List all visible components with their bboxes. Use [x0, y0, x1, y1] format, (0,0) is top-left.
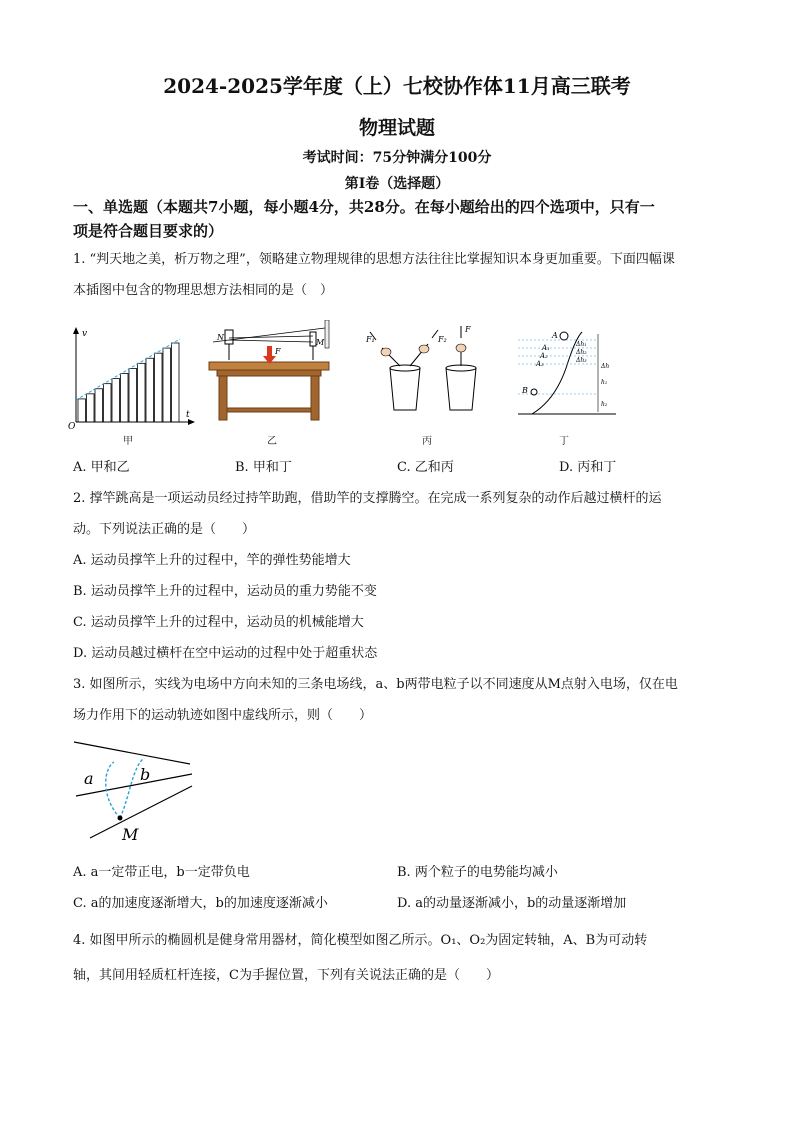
step-bar	[87, 394, 95, 422]
figure-jia-vt-graph	[68, 325, 198, 430]
table-leg-left	[219, 376, 227, 420]
point-m	[118, 816, 123, 821]
label-h1: h₁	[601, 379, 608, 386]
q3-stem-line2: 场力作用下的运动轨迹如图中虚线所示，则（ ）	[73, 708, 373, 723]
label-m: M	[122, 825, 139, 844]
q2-option-a[interactable]: A. 运动员撑竿上升的过程中，竿的弹性势能增大	[73, 553, 351, 568]
caption-yi: 乙	[267, 436, 277, 447]
bucket-left-rim	[390, 365, 420, 371]
q2-option-b[interactable]: B. 运动员撑竿上升的过程中，运动员的重力势能不变	[73, 584, 377, 599]
v-axis-arrow	[73, 327, 79, 334]
hand-single	[456, 344, 466, 352]
q3-stem-line1: 3. 如图所示，实线为电场中方向未知的三条电场线，a、b两带电粒子以不同速度从M点射入电场，仅在电	[73, 677, 678, 692]
hand-right	[419, 345, 429, 353]
caption-ding: 丁	[559, 436, 569, 447]
mirror-n	[225, 330, 233, 344]
label-a: A	[552, 331, 558, 340]
section-heading-line1: 一、单选题（本题共7小题，每小题4分，共28分。在每小题给出的四个选项中，只有一	[73, 198, 655, 216]
bucket-right	[446, 368, 476, 410]
label-f: F	[275, 347, 281, 356]
light-ray-2	[229, 336, 313, 338]
light-ray-3	[229, 340, 313, 342]
q2-stem-line2: 动。下列说法正确的是（ ）	[73, 522, 256, 537]
track-curve	[532, 332, 582, 414]
q2-option-d[interactable]: D. 运动员越过横杆在空中运动的过程中处于超重状态	[73, 646, 378, 661]
field-line-bottom	[90, 786, 192, 838]
ball-a	[560, 332, 568, 340]
table-leg-right	[311, 376, 319, 420]
label-dh1: Δh₁	[576, 341, 587, 348]
label-m: M	[316, 338, 325, 347]
label-origin: O	[68, 422, 76, 430]
step-bar	[172, 343, 180, 422]
q2-stem-line1: 2. 撑竿跳高是一项运动员经过持竿助跑，借助竿的支撑腾空。在完成一系列复杂的动作后越过横杆的运	[73, 491, 662, 506]
label-dh: Δh	[601, 363, 610, 370]
step-bar	[121, 374, 129, 423]
figure-yi-table-mirrors	[205, 320, 335, 430]
label-t: t	[186, 410, 190, 420]
step-bar	[155, 353, 163, 422]
hand-left	[381, 348, 391, 356]
q3-option-c[interactable]: C. a的加速度逐渐增大，b的加速度逐渐减小	[73, 896, 328, 911]
table-apron	[217, 370, 321, 376]
figure-q3-field-lines	[70, 736, 200, 846]
label-a: a	[84, 769, 94, 788]
q1-option-a[interactable]: A. 甲和乙	[73, 460, 130, 475]
q4-stem-line1: 4. 如图甲所示的椭圆机是健身常用器材，简化模型如图乙所示。O₁、O₂为固定转轴，A、B为可动转	[73, 933, 648, 948]
step-bar	[112, 379, 120, 422]
table-rail	[227, 408, 311, 412]
caption-bing: 丙	[422, 436, 432, 447]
label-b: b	[140, 765, 151, 784]
label-f2: F₂	[438, 335, 447, 344]
section-heading	[73, 195, 723, 243]
subject-title: 物理试题	[358, 117, 435, 139]
step-bar	[95, 389, 103, 422]
q2-option-c[interactable]: C. 运动员撑竿上升的过程中，运动员的机械能增大	[73, 615, 364, 630]
step-bar	[163, 348, 171, 422]
figure-ding-curved-track	[512, 322, 624, 424]
q3-option-b[interactable]: B. 两个粒子的电势能均减小	[397, 865, 558, 880]
volume-title: 第Ⅰ卷（选择题）	[344, 176, 450, 192]
label-f1: F₁	[366, 335, 375, 344]
exam-info: 考试时间：75分钟满分100分	[302, 150, 492, 166]
q1-stem-line1: 1. “判天地之美，析万物之理”，领略建立物理规律的思想方法往往比掌握知识本身更加重要。下面四幅课	[73, 252, 675, 267]
caption-jia: 甲	[123, 436, 133, 447]
label-dh3: Δh₃	[576, 357, 587, 364]
q1-option-b[interactable]: B. 甲和丁	[235, 460, 292, 475]
step-bar	[104, 384, 112, 422]
force-arrow-shaft	[267, 346, 272, 356]
q4-stem-line2: 轴，其间用轻质杠杆连接，C为手握位置，下列有关说法正确的是（ ）	[73, 968, 499, 983]
step-bar	[146, 358, 154, 422]
q3-option-d[interactable]: D. a的动量逐渐减小，b的动量逐渐增加	[397, 896, 627, 911]
field-line-top	[74, 742, 190, 764]
label-a1: A₁	[542, 344, 550, 352]
step-bars	[78, 343, 179, 422]
label-a3: A₃	[536, 360, 544, 368]
step-bar	[129, 368, 137, 422]
section-heading-line2: 项是符合题目要求的）	[73, 222, 224, 240]
label-n: N	[217, 333, 224, 342]
label-a2: A₂	[540, 352, 548, 360]
step-bar	[138, 363, 146, 422]
bucket-left	[390, 368, 420, 410]
q1-option-c[interactable]: C. 乙和丙	[397, 460, 454, 475]
q1-stem-line2: 本插图中包含的物理思想方法相同的是（ ）	[73, 283, 334, 298]
label-v: v	[82, 329, 88, 339]
scale-ruler	[325, 320, 329, 348]
label-b: B	[522, 386, 528, 395]
q3-option-a[interactable]: A. a一定带正电，b一定带负电	[73, 865, 250, 880]
q1-option-d[interactable]: D. 丙和丁	[559, 460, 617, 475]
ball-b	[531, 389, 537, 395]
step-bar	[78, 399, 86, 422]
label-dh2: Δh₂	[576, 349, 587, 356]
figure-bing-buckets	[364, 322, 494, 422]
label-h2: h₂	[601, 401, 608, 408]
exam-title: 2024-2025学年度（上）七校协作体11月高三联考	[163, 74, 631, 98]
label-f-single: F	[465, 325, 471, 334]
